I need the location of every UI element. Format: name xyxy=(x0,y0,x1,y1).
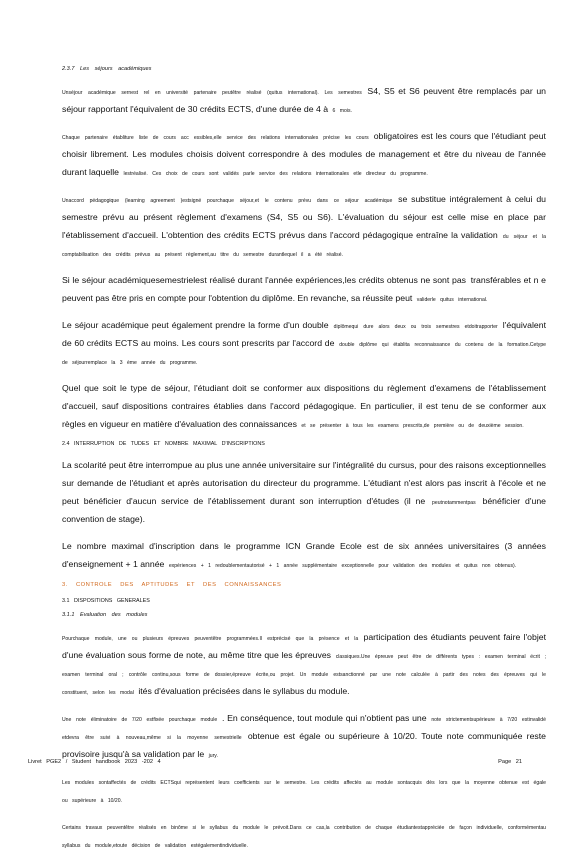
paragraph-note-eliminatoire xyxy=(62,708,546,762)
paragraph-double-diplome xyxy=(62,315,546,369)
text-run: double diplôme qui établita reconnaissance du contenu de la formation.Cetype de séjourremplace la 3 ème année du programme. xyxy=(62,342,546,366)
text-run: Les modules sontaffectés de crédits ECTSqui représentent leurs coefficients sur le semestre. Les crédits affectés au module sontacquis dès lors que la moyenne obtenue est égale ou supérieure à 10/20. xyxy=(62,780,546,804)
text-run: Le nombre maximal d'inscription dans le programme ICN Grande Ecole est de six années universitaires (3 années d'enseignement + 1 année xyxy=(62,541,546,569)
text-run: lestréalisé. Ces choix de cours sont validés parle service des relations internationales etle directeur du programme. xyxy=(123,171,428,177)
text-run: bénéficier d'une convention de stage). xyxy=(62,496,546,524)
section-heading-3-1: 3.1 DISPOSITIONS GENERALES xyxy=(62,598,150,604)
text-run: obtenue est égale ou supérieure à 10/20. Toute note communiquée reste provisoire jusqu'à sa validation par le xyxy=(62,731,546,759)
section-heading-2-3-7: 2.3.7 Les séjours académiques xyxy=(62,66,152,72)
paragraph-nombre-inscriptions xyxy=(62,536,546,572)
paragraph-annee-experiences xyxy=(62,270,546,306)
text-run: Certains travaux peuventêtre réalisés en binôme si le syllabus du module le prévoit.Dans ce cas,la contribution de chaque étudiantestappréciée de façon individuelle, conformémentau syllabus du module,etoute décision de validation estégalementindividuelle. xyxy=(62,825,546,849)
section-heading-2-4: 2.4 INTERRUPTION DE TUDES ET NOMBRE MAXIMAL D'INSCRIPTIONS xyxy=(62,441,265,447)
text-run: Une note éliminatoire de 7/20 estfixée pourchaque module xyxy=(62,717,218,723)
text-run: expériences + 1 redoublementautorisé + 1 année supplémentaire exceptionnelle pour validation des modules et quitus non obtenus). xyxy=(168,563,517,569)
paragraph-reglement-accueil xyxy=(62,378,546,432)
text-run: note strictementsupérieure à 7/20 estinvalidé etdevra être suivi à nouveau,même si la moyenne semestrielle xyxy=(62,717,546,741)
text-run: du séjour et la comptabilisation des crédits prévus au présent règlement,au titre du semestre durantlequel il a été réalisé. xyxy=(62,234,547,258)
footer-page-number: Page 21 xyxy=(498,759,522,765)
text-run: Unséjour académique sernest rel en université partenaire peutêtre réalisé (quitus international). Les semestres xyxy=(62,90,362,96)
text-run: obligatoires est les cours que l'étudiant peut choisir librement. Les modules choisis doivent correspondre à des modules de management et être du niveau de l'année durant laquelle xyxy=(62,131,546,177)
text-run: peutnotammentpas xyxy=(432,500,476,506)
section-heading-3-1-1: 3.1.1 Evaluation des modules xyxy=(62,612,148,618)
text-run: Unaccord pédagogique (learning agreement )estsigné pourchaque séjour,et le contenu prévu dans ce séjour académique xyxy=(62,198,393,204)
section-heading-3: 3. CONTROLE DES APTITUDES ET DES CONNAISSANCES xyxy=(62,582,282,588)
text-run: et se présenter à tous les examens prescrits,de première ou de deuxième session. xyxy=(301,423,524,429)
text-run: jury. xyxy=(208,753,218,759)
text-run: ités d'évaluation précisées dans le syllabus du module. xyxy=(138,686,350,696)
text-run: S4, S5 et S6 peuvent être remplacés par un séjour rapportant l'équivalent de 30 crédits ECTS, d'une durée de 4 à xyxy=(62,86,546,114)
page-content xyxy=(62,62,546,861)
text-run: Le séjour académique peut également prendre la forme d'un double xyxy=(62,320,329,330)
text-run: Si le séjour académiquesemestrielest réalisé durant l'année expériences,les crédits obtenus ne sont pas xyxy=(62,275,467,285)
text-run: transférables et n e peuvent pas être pris en compte pour l'obtention du diplôme. En revanche, sa réussite peut xyxy=(62,275,546,303)
text-run: Quel que soit le type de séjour, l'étudiant doit se conformer aux dispositions du règlement d'examens de l'établissement d'accueil, sauf dispositions contraires établies dans l'accord pédagogique. En particulier, il est tenu de se conformer aux règles en vigueur en matière d'évaluation des connaissances xyxy=(62,383,546,429)
paragraph-interruption xyxy=(62,455,546,527)
text-run: se substitue intégralement à celui du semestre prévu au présent règlement d'examens (S4, S5 ou S6). L'évaluation du séjour est celle mise en place par l'établissement d'accueil. L'obtention des crédits ECTS prévus dans l'accord pédagogique entraîne la validation xyxy=(62,194,547,240)
text-run: . En conséquence, tout module qui n'obtient pas une xyxy=(221,713,427,723)
paragraph-liste-cours xyxy=(62,126,546,180)
text-run: participation des étudiants peuvent faire l'objet d'une évaluation sous forme de note, au même titre que les épreuves xyxy=(62,632,546,660)
text-run: 6 mois. xyxy=(332,108,352,114)
text-run: l'équivalent de 60 crédits ECTS au moins. Les cours sont prescrits par l'accord de xyxy=(62,320,546,348)
footer-handbook-title: Livret PGE2 / Student handbook 2023 -202 4 xyxy=(28,759,161,765)
paragraph-sejour-intro xyxy=(62,81,546,117)
text-run: La scolarité peut être interrompue au plus une année universitaire sur l'intégralité du cursus, pour des raisons exceptionnelles sur demande de l'étudiant et après autorisation du directeur du programme. L'étudiant n'est alors pas inscrit à l'école et ne peut bénéficier d'aucun service de l'établissement durant son interruption d'études (il ne xyxy=(62,460,546,506)
page-footer xyxy=(28,759,522,765)
text-run: Chaque partenaire établiture liste de cours acc essibles,elle service des relations internationales précise les cours xyxy=(62,135,369,141)
text-run: Pourchaque module, une ou plusieurs épreuves peuventêtre programmées.Il estprécisé que la présence et la xyxy=(62,636,359,642)
paragraph-credits-ects xyxy=(62,771,546,807)
text-run: validerle quitus international. xyxy=(416,297,488,303)
paragraph-binome xyxy=(62,816,546,852)
paragraph-epreuves xyxy=(62,627,546,699)
text-run: classiques.Une épreuve peut être de différents types : examen terminal écrit ; examen terminal oral ; contrôle continu,sous forme de dossier,épreuve écrite,ou projet. Un module estsanctionné par une note calculée à partir des notes des épreuves qui le constituent, selon les modal xyxy=(62,654,546,696)
text-run: diplômequi dure alors deux ou trois semestres etdoitrapporter xyxy=(333,324,498,330)
paragraph-accord-pedagogique xyxy=(62,189,546,261)
